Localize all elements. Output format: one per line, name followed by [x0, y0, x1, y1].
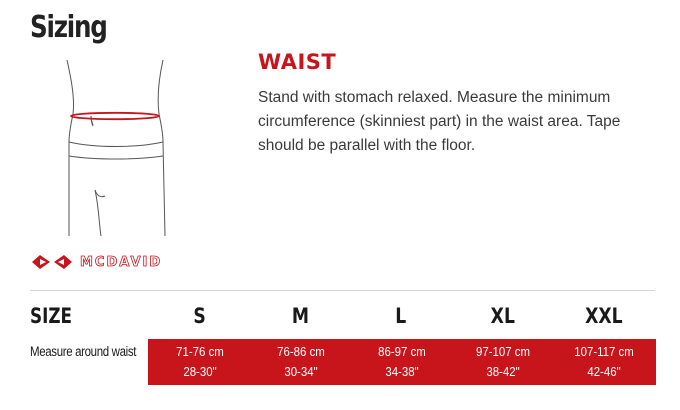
- cell-cm: 71-76 cm: [176, 344, 224, 359]
- section-heading: WAIST: [258, 50, 337, 74]
- divider: [30, 290, 655, 291]
- size-cell-m: [249, 339, 353, 385]
- size-cell-xl: [451, 339, 555, 385]
- mcdavid-wordmark: MCDAVID: [80, 254, 163, 270]
- size-column-xxl: XXL: [585, 304, 623, 328]
- cell-in: 34-38": [385, 364, 419, 379]
- size-column-m: M: [291, 304, 309, 328]
- cell-cm: 97-107 cm: [475, 344, 531, 359]
- size-column-s: S: [193, 304, 207, 328]
- row-label: Measure around waist: [30, 344, 137, 359]
- cell-in: 28-30": [183, 364, 217, 379]
- page-title: Sizing: [30, 10, 107, 45]
- cell-cm: 86-97 cm: [378, 344, 426, 359]
- size-cell-xxl: [552, 339, 656, 385]
- mcdavid-logo-icon: [30, 252, 74, 272]
- cell-cm: 107-117 cm: [574, 344, 634, 359]
- cell-in: 30-34": [284, 364, 318, 379]
- cell-cm: 76-86 cm: [277, 344, 325, 359]
- size-column-xl: XL: [490, 304, 516, 328]
- size-cell-s: [148, 339, 252, 385]
- size-cell-l: [350, 339, 454, 385]
- cell-in: 38-42": [486, 364, 520, 379]
- size-column-l: L: [395, 304, 407, 328]
- waist-illustration-icon: [55, 58, 180, 238]
- cell-in: 42-46": [587, 364, 621, 379]
- mcdavid-logo: [30, 252, 162, 272]
- section-description: Stand with stomach relaxed. Measure the minimum circumference (skinniest part) in the waist area. Tape should be parallel with the floor.: [258, 89, 621, 154]
- size-header: SIZE: [30, 304, 73, 328]
